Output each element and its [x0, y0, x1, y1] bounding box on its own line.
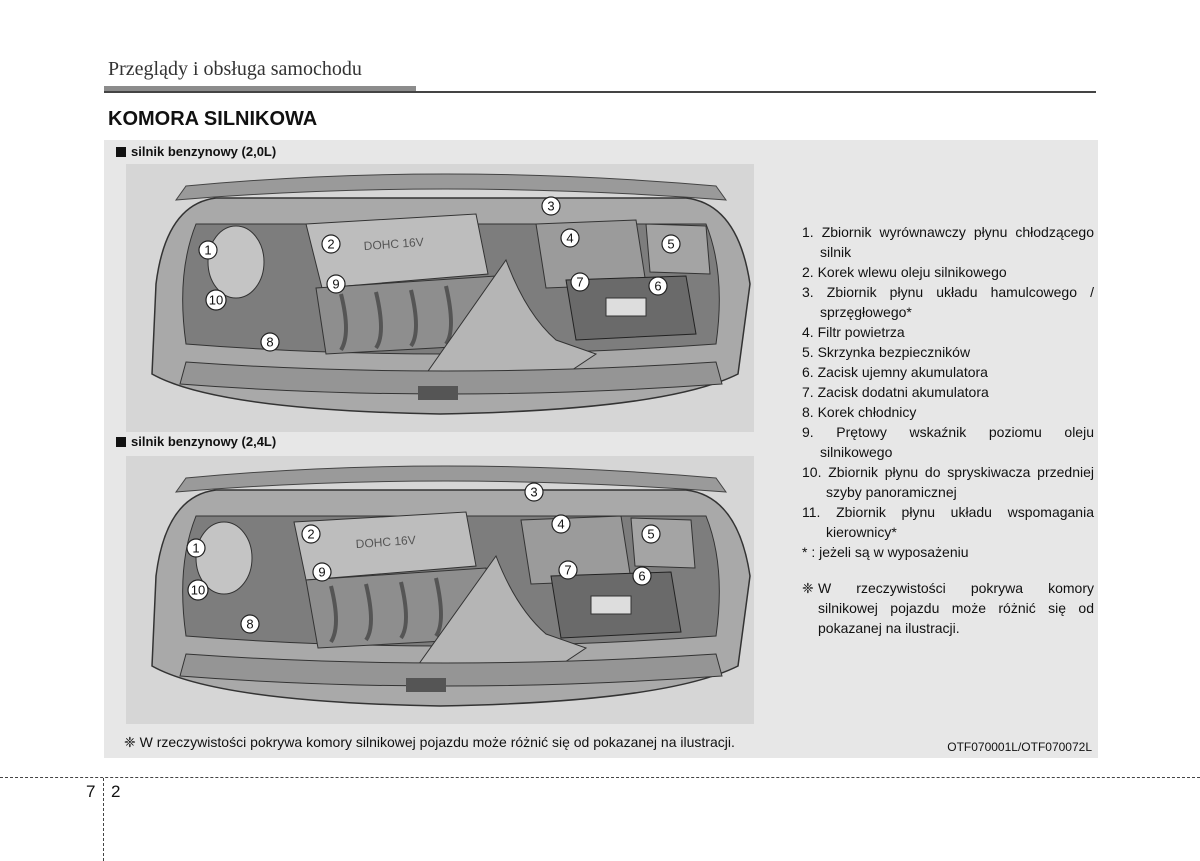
image-code: OTF070001L/OTF070072L — [947, 740, 1092, 754]
legend-item-11: 11. Zbiornik płynu układu wspomagania kierownicy* — [802, 504, 1094, 540]
callout-2-marker — [322, 235, 340, 253]
callout-7-label: 7 — [564, 562, 572, 578]
page-number: 2 — [111, 782, 121, 801]
legend-note-text: W rzeczywistości pokrywa komory silnikowej pojazdu może różnić się od pokazanej na ilustracji. — [818, 580, 1094, 636]
callout-8-marker — [261, 333, 279, 351]
callout-9-marker — [327, 275, 345, 293]
callout-4-label: 4 — [566, 230, 574, 246]
note-mark-icon: ❈ — [802, 580, 814, 596]
callout-5-label: 5 — [647, 526, 655, 542]
engine-subtitle-2-text: silnik benzynowy (2,4L) — [131, 434, 277, 449]
page-chapter-number: 7 — [86, 782, 96, 801]
callout-3-marker — [525, 483, 543, 501]
callout-10-marker — [206, 290, 226, 310]
callout-6-label: 6 — [638, 568, 646, 584]
engine-bay-drawing-1 — [126, 164, 754, 432]
callout-1-marker — [199, 241, 217, 259]
legend-list — [802, 222, 1094, 638]
callout-7-marker — [571, 273, 589, 291]
callout-1-label: 1 — [192, 540, 200, 556]
bottom-note-text: W rzeczywistości pokrywa komory silnikowej pojazdu może różnić się od pokazanej na ilustracji. — [139, 734, 735, 750]
legend-item-8: 8. Korek chłodnicy — [802, 404, 917, 420]
engine-cover-label-1: DOHC 16V — [363, 234, 425, 254]
callout-5-label: 5 — [667, 236, 675, 252]
note-mark-icon: ❈ — [124, 734, 136, 750]
callout-8-label: 8 — [266, 334, 274, 350]
legend-item-7: 7. Zacisk dodatni akumulatora — [802, 384, 989, 400]
callout-2-label: 2 — [307, 526, 315, 542]
engine-illustration-2 — [126, 456, 754, 724]
callout-3-label: 3 — [530, 484, 538, 500]
engine-subtitle-2 — [116, 434, 276, 449]
engine-subtitle-1-text: silnik benzynowy (2,0L) — [131, 144, 277, 159]
callout-6-marker — [633, 567, 651, 585]
footer-divider — [0, 777, 1200, 778]
engine-subtitle-1 — [116, 144, 276, 159]
callout-4-label: 4 — [557, 516, 565, 532]
legend-item-2: 2. Korek wlewu oleju silnikowego — [802, 264, 1007, 280]
legend-item-3: 3. Zbiornik płynu układu hamulcowego / sprzęgłowego* — [802, 284, 1094, 320]
callout-8-label: 8 — [246, 616, 254, 632]
engine-cover-label-2: DOHC 16V — [355, 532, 417, 552]
bottom-note — [124, 734, 735, 751]
callout-2-label: 2 — [327, 236, 335, 252]
legend-item-1: 1. Zbiornik wyrównawczy płynu chłodzącego silnik — [802, 224, 1094, 260]
callout-7-label: 7 — [576, 274, 584, 290]
callout-10-marker — [188, 580, 208, 600]
callout-3-label: 3 — [547, 198, 555, 214]
callout-4-marker — [561, 229, 579, 247]
callout-7-marker — [559, 561, 577, 579]
content-panel — [104, 140, 1098, 758]
callout-9-label: 9 — [332, 276, 340, 292]
legend-item-10: 10. Zbiornik płynu do spryskiwacza przedniej szyby panoramicznej — [802, 464, 1094, 500]
legend-item-9: 9. Prętowy wskaźnik poziomu oleju silnikowego — [802, 424, 1094, 460]
legend-footnote: * : jeżeli są w wyposażeniu — [802, 544, 969, 560]
callout-1-marker — [187, 539, 205, 557]
callout-10-label: 10 — [208, 292, 224, 308]
callout-9-label: 9 — [318, 564, 326, 580]
legend-note — [802, 578, 1094, 638]
callout-4-marker — [552, 515, 570, 533]
legend-item-5: 5. Skrzynka bezpieczników — [802, 344, 971, 360]
callout-8-marker — [241, 615, 259, 633]
section-title: KOMORA SILNIKOWA — [108, 108, 318, 130]
callout-2-marker — [302, 525, 320, 543]
callout-5-marker — [662, 235, 680, 253]
legend-item-6: 6. Zacisk ujemny akumulatora — [802, 364, 988, 380]
engine-bay-drawing-2 — [126, 456, 754, 724]
legend-item-4: 4. Filtr powietrza — [802, 324, 905, 340]
header-rule — [104, 91, 1096, 93]
callout-6-marker — [649, 277, 667, 295]
callout-6-label: 6 — [654, 278, 662, 294]
page-header-title: Przeglądy i obsługa samochodu — [108, 58, 362, 80]
callout-10-label: 10 — [190, 582, 206, 598]
callout-1-label: 1 — [204, 242, 212, 258]
callout-3-marker — [542, 197, 560, 215]
footer-vertical-divider — [103, 778, 104, 861]
callout-5-marker — [642, 525, 660, 543]
engine-illustration-1 — [126, 164, 754, 432]
square-bullet-icon — [116, 147, 126, 157]
callout-9-marker — [313, 563, 331, 581]
square-bullet-icon — [116, 437, 126, 447]
